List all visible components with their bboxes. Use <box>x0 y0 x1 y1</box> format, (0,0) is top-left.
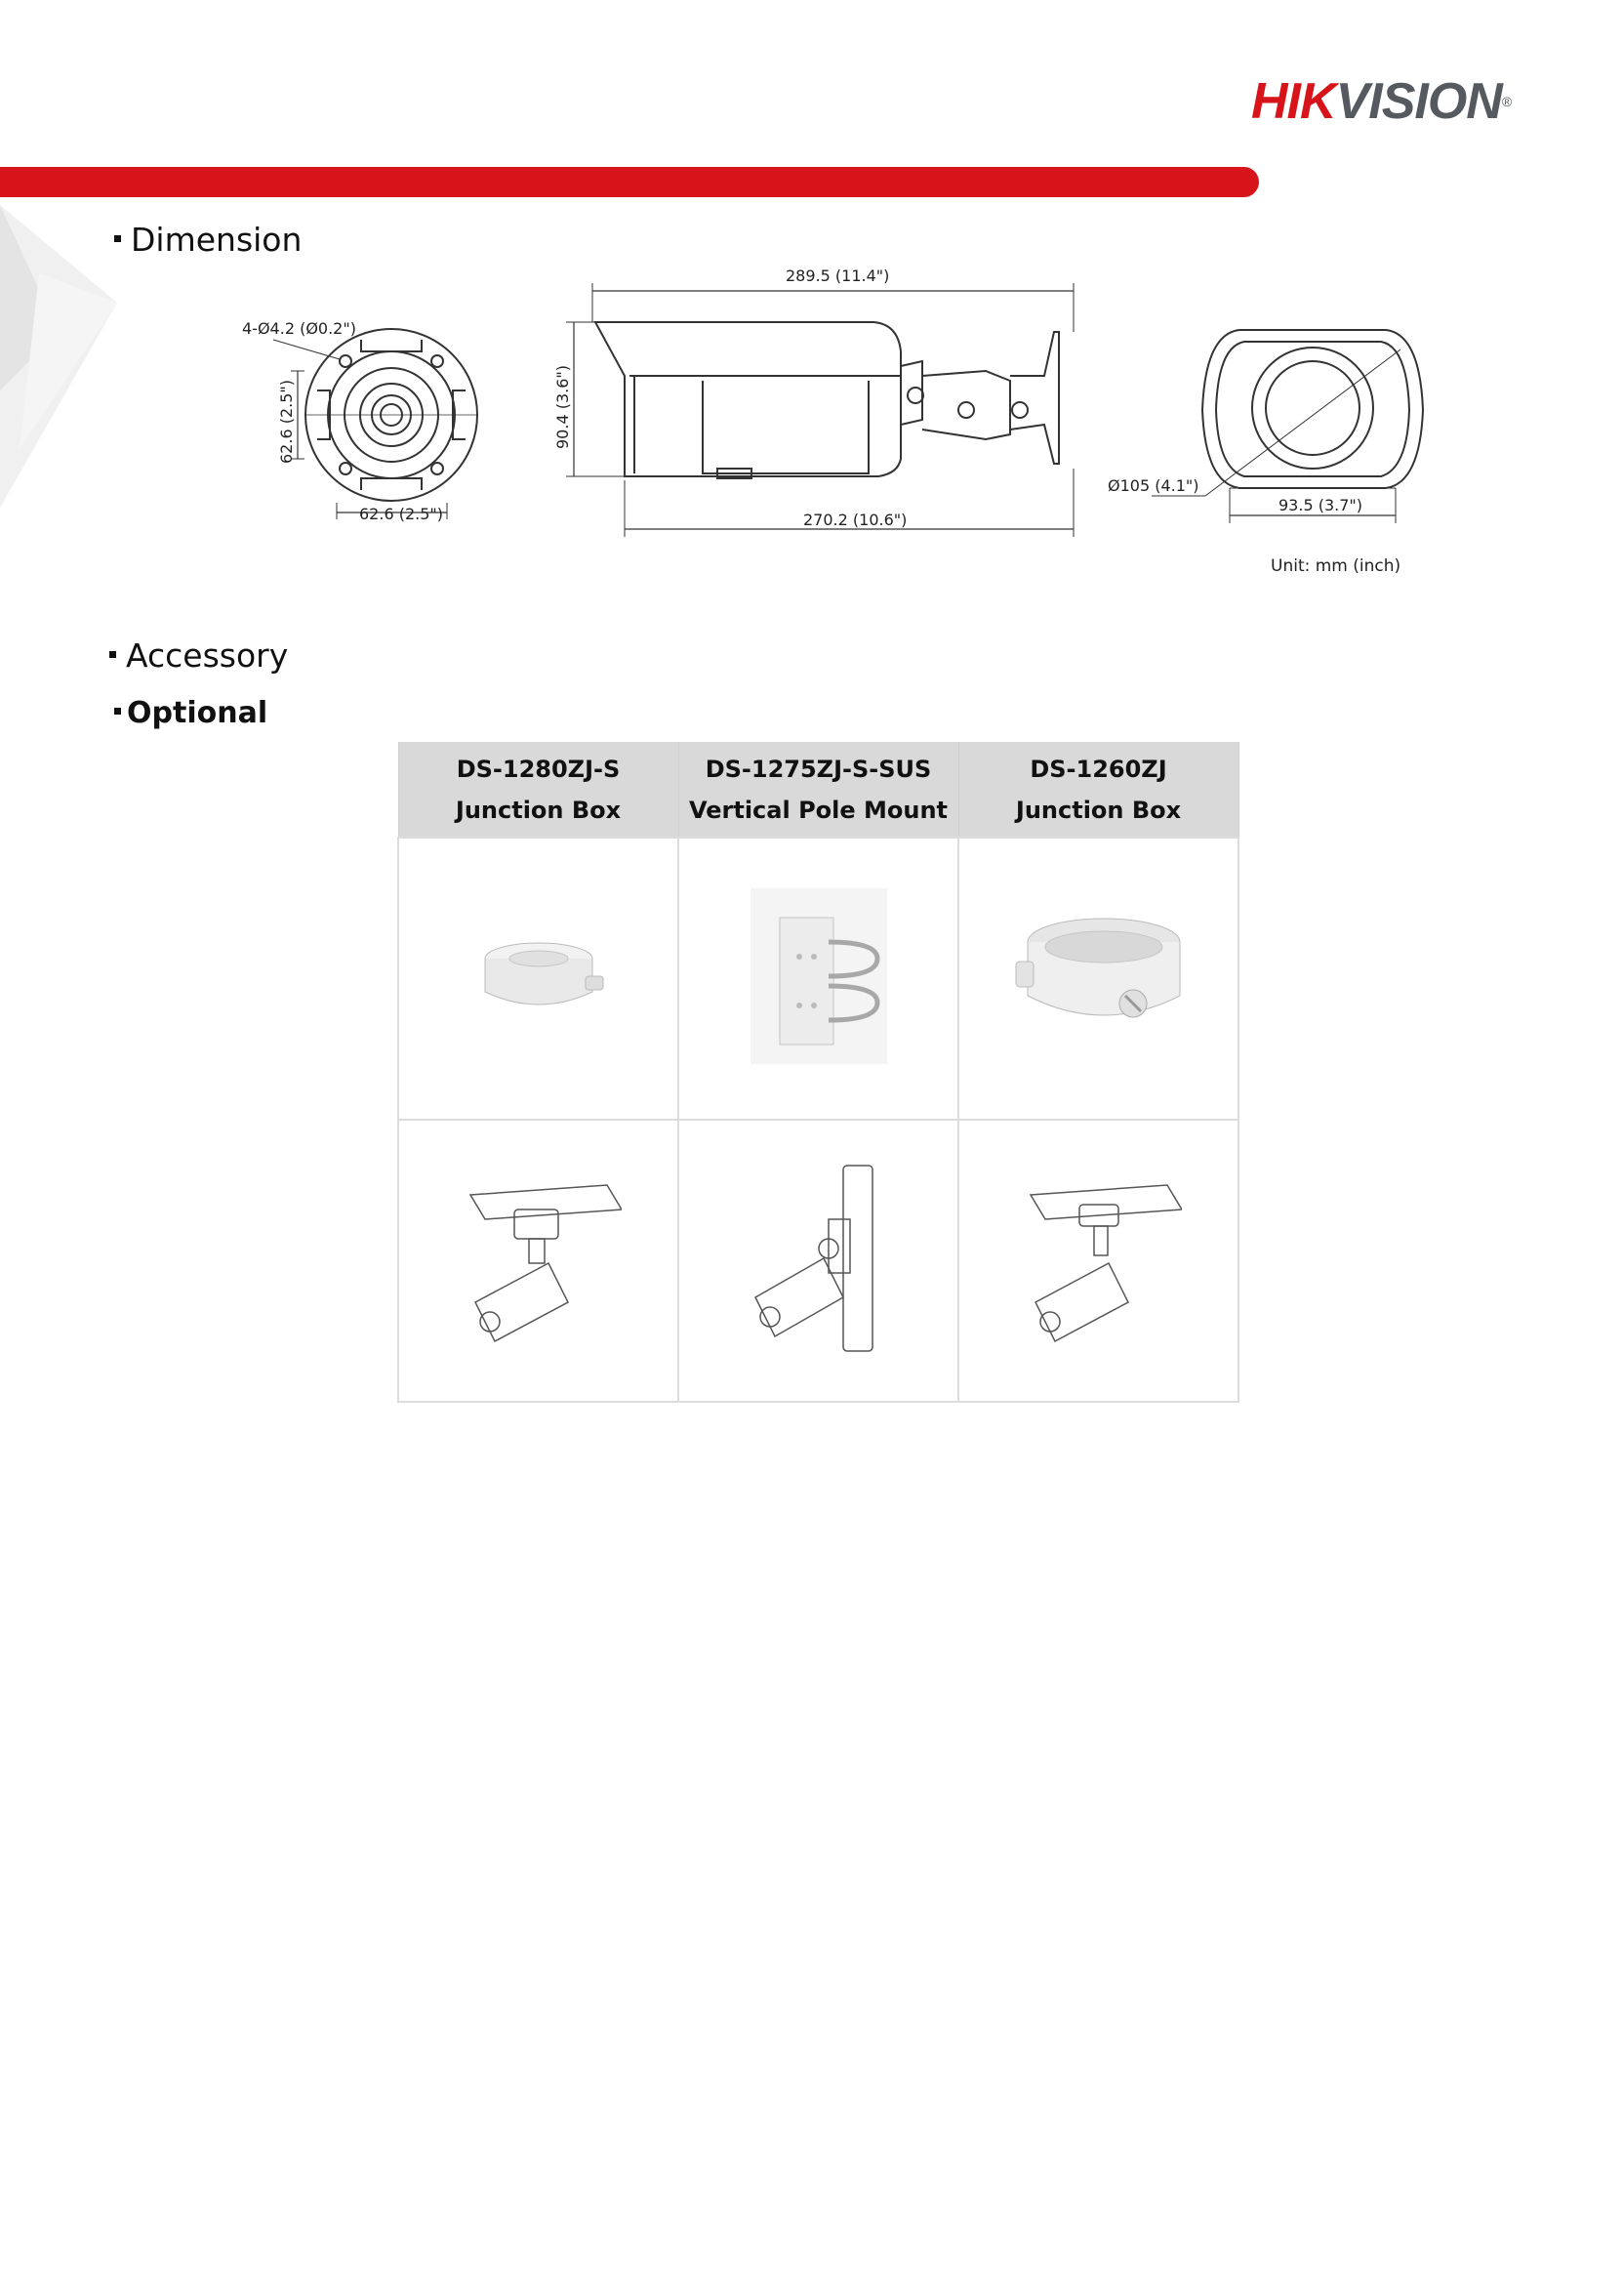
accessory-model: DS-1280ZJ-S <box>456 755 621 783</box>
diameter-label: Ø105 (4.1") <box>1108 476 1199 495</box>
front-width-label: 93.5 (3.7") <box>1278 496 1362 514</box>
accessory-model: DS-1275ZJ-S-SUS <box>705 755 932 783</box>
base-view <box>305 329 477 501</box>
accessory-header-1 <box>398 742 678 838</box>
accessory-header-2 <box>678 742 958 838</box>
accessory-heading-text: Accessory <box>126 636 289 675</box>
accessory-header-3 <box>958 742 1238 838</box>
height-label: 90.4 (3.6") <box>553 365 572 449</box>
base-width-label: 62.6 (2.5") <box>359 505 443 523</box>
accessory-model: DS-1260ZJ <box>1030 755 1167 783</box>
brand-logo <box>1251 74 1563 129</box>
product-image-row <box>398 838 1238 1120</box>
total-length-label: 289.5 (11.4") <box>786 266 890 285</box>
dimension-drawings <box>224 264 1425 556</box>
product-image-junction-box-2 <box>958 838 1238 1120</box>
side-view <box>595 322 1059 478</box>
header-red-bar <box>0 167 1259 197</box>
unit-note: Unit: mm (inch) <box>1271 556 1401 576</box>
base-height-label: 62.6 (2.5") <box>277 380 296 464</box>
installation-diagram-2 <box>678 1120 958 1402</box>
front-view <box>1202 330 1423 488</box>
accessory-table <box>397 742 1239 1403</box>
dimension-heading-text: Dimension <box>131 221 303 259</box>
logo-registered: ® <box>1501 94 1512 109</box>
logo-part-2: VISION <box>1335 73 1502 130</box>
installation-diagram-3 <box>958 1120 1238 1402</box>
optional-heading <box>114 696 267 730</box>
optional-heading-text: Optional <box>127 696 268 730</box>
body-length-label: 270.2 (10.6") <box>803 511 908 529</box>
product-image-junction-box-1 <box>398 838 678 1120</box>
dimension-heading <box>114 221 302 259</box>
accessory-name: Vertical Pole Mount <box>688 796 949 824</box>
table-header-row <box>398 742 1238 838</box>
accessory-name: Junction Box <box>455 796 622 824</box>
installation-diagram-1 <box>398 1120 678 1402</box>
logo-part-1: HIK <box>1251 73 1336 130</box>
accessory-heading <box>109 636 288 675</box>
product-image-pole-mount <box>678 838 958 1120</box>
decorative-triangles <box>0 195 127 517</box>
accessory-name: Junction Box <box>1015 796 1182 824</box>
installation-diagram-row <box>398 1120 1238 1402</box>
hole-dimension-label: 4-Ø4.2 (Ø0.2") <box>242 319 356 338</box>
